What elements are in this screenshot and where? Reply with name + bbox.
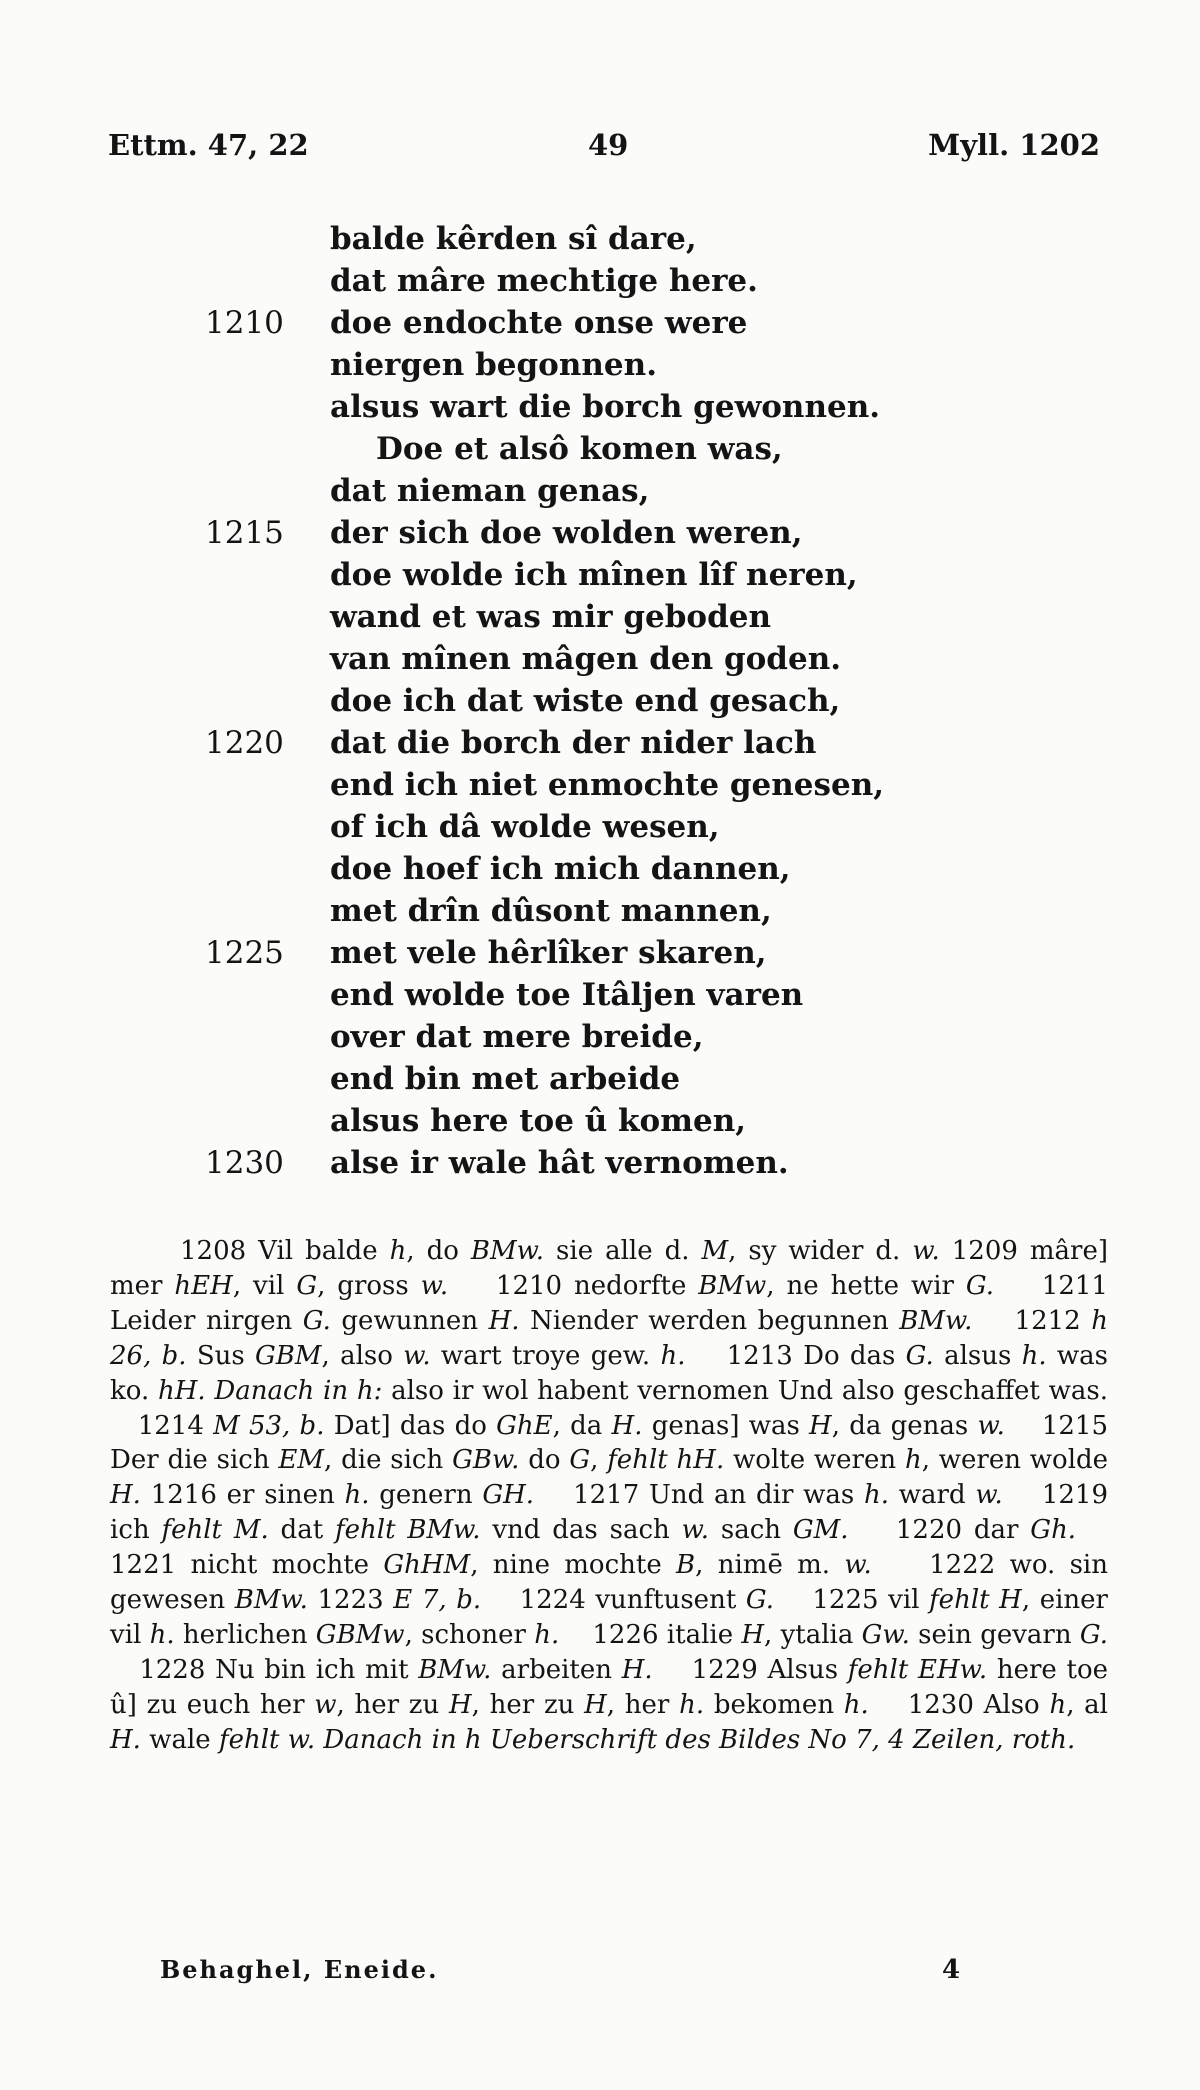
running-head-right: Myll. 1202 bbox=[928, 128, 1100, 162]
verse-text: doe endochte onse were bbox=[330, 305, 748, 341]
verse-text: doe hoef ich mich dannen, bbox=[330, 851, 791, 887]
verse-line bbox=[0, 806, 1200, 848]
footer bbox=[160, 1955, 960, 1995]
verse-line bbox=[0, 932, 1200, 974]
verse-line bbox=[0, 680, 1200, 722]
verse-text: met vele hêrlîker skaren, bbox=[330, 935, 767, 971]
verse-line bbox=[0, 302, 1200, 344]
verse-line bbox=[0, 386, 1200, 428]
line-number: 1210 bbox=[205, 305, 284, 341]
running-head bbox=[108, 128, 1100, 168]
verse-block bbox=[0, 218, 1200, 1184]
verse-line bbox=[0, 890, 1200, 932]
verse-line bbox=[0, 596, 1200, 638]
verse-line bbox=[0, 722, 1200, 764]
verse-text: end wolde toe Itâljen varen bbox=[330, 977, 804, 1013]
verse-line bbox=[0, 1058, 1200, 1100]
verse-text: niergen begonnen. bbox=[330, 347, 657, 383]
verse-text: of ich dâ wolde wesen, bbox=[330, 809, 720, 845]
page-number: 49 bbox=[588, 128, 629, 162]
verse-line bbox=[0, 638, 1200, 680]
line-number: 1215 bbox=[205, 515, 284, 551]
verse-text: alsus here toe û komen, bbox=[330, 1103, 747, 1139]
verse-text: dat nieman genas, bbox=[330, 473, 650, 509]
verse-text: dat die borch der nider lach bbox=[330, 725, 817, 761]
verse-text: dat mâre mechtige here. bbox=[330, 263, 758, 299]
verse-line bbox=[0, 344, 1200, 386]
verse-text: end bin met arbeide bbox=[330, 1061, 681, 1097]
verse-line bbox=[0, 554, 1200, 596]
verse-text: Doe et alsô komen was, bbox=[376, 431, 783, 467]
verse-line bbox=[0, 512, 1200, 554]
verse-line bbox=[0, 428, 1200, 470]
verse-line bbox=[0, 1016, 1200, 1058]
line-number: 1230 bbox=[205, 1145, 284, 1181]
verse-text: alsus wart die borch gewonnen. bbox=[330, 389, 881, 425]
verse-text: doe wolde ich mînen lîf neren, bbox=[330, 557, 858, 593]
line-number: 1220 bbox=[205, 725, 284, 761]
verse-line bbox=[0, 848, 1200, 890]
verse-line bbox=[0, 1142, 1200, 1184]
verse-text: met drîn dûsont mannen, bbox=[330, 893, 772, 929]
footer-signature: Behaghel, Eneide. bbox=[160, 1955, 439, 1984]
verse-line bbox=[0, 470, 1200, 512]
verse-text: wand et was mir geboden bbox=[330, 599, 772, 635]
verse-line bbox=[0, 218, 1200, 260]
verse-text: balde kêrden sî dare, bbox=[330, 221, 697, 257]
verse-line bbox=[0, 764, 1200, 806]
verse-text: van mînen mâgen den goden. bbox=[330, 641, 842, 677]
verse-line bbox=[0, 1100, 1200, 1142]
critical-apparatus bbox=[110, 1234, 1108, 1758]
verse-line bbox=[0, 974, 1200, 1016]
running-head-left: Ettm. 47, 22 bbox=[108, 128, 309, 162]
signature-mark: 4 bbox=[942, 1955, 961, 1985]
verse-text: end ich niet enmochte genesen, bbox=[330, 767, 885, 803]
verse-text: doe ich dat wiste end gesach, bbox=[330, 683, 841, 719]
verse-line bbox=[0, 260, 1200, 302]
verse-text: alse ir wale hât vernomen. bbox=[330, 1145, 789, 1181]
line-number: 1225 bbox=[205, 935, 284, 971]
verse-text: over dat mere breide, bbox=[330, 1019, 704, 1055]
verse-text: der sich doe wolden weren, bbox=[330, 515, 803, 551]
apparatus-text: 1208 Vil balde h, do BMw. sie alle d. M, sy wider d. w. 1209 mâre] mer hEH, vil G, gross w. 1210 nedorfte BMw, ne hette wir G. 1211 Leider nirgen G. gewunnen H. Niender werden begunnen BMw. 1212 h 26, b. Sus GBM, also w. wart troye gew. h. 1213 Do das G. alsus h. was ko. hH. Danach in h: also ir wol habent vernomen Und also geschaffet was. 1214 M 53, b. Dat] das do GhE, da H. genas] was H, da genas w. 1215 Der die sich EM, die sich GBw. do G, fehlt hH. wolte weren h, weren wolde H. 1216 er sinen h. genern GH. 1217 Und an dir was h. ward w. 1219 ich fehlt M. dat fehlt BMw. vnd das sach w. sach GM. 1220 dar Gh. 1221 nicht mochte GhHM, nine mochte B, nimē m. w. 1222 wo. sin gewesen BMw. 1223 E 7, b. 1224 vunftusent G. 1225 vil fehlt H, einer vil h. herlichen GBMw, schoner h. 1226 italie H, ytalia Gw. sein gevarn G. 1228 Nu bin ich mit BMw. arbeiten H. 1229 Alsus fehlt EHw. here toe û] zu euch her w, her zu H, her zu H, her h. bekomen h. 1230 Also h, al H. wale fehlt w. Danach in h Ueberschrift des Bildes No 7, 4 Zeilen, roth. bbox=[110, 1236, 1109, 1755]
